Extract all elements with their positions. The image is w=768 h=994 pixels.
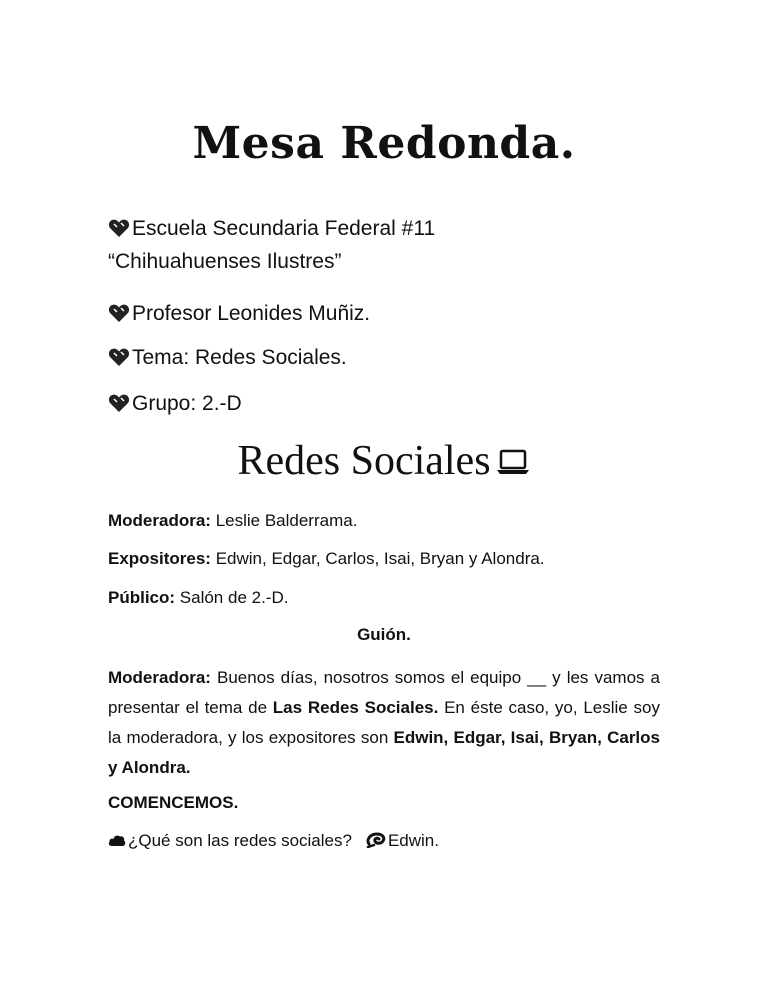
info-school-motto: “Chihuahuenses Ilustres”: [108, 250, 342, 273]
heart-icon: [108, 218, 130, 238]
role-expositores-value: Edwin, Edgar, Carlos, Isai, Bryan y Alondra.: [210, 549, 545, 568]
cloud-icon: [108, 833, 126, 847]
question-text: ¿Qué son las redes sociales?: [128, 831, 352, 850]
role-expositores: [108, 548, 545, 570]
page-title: Mesa Redonda.: [192, 118, 576, 169]
role-publico: [108, 587, 288, 609]
info-topic-text: Tema: Redes Sociales.: [132, 346, 347, 369]
script-text-1: Buenos días, nosotros somos el equipo __ y les vamos a presentar el tema de: [108, 668, 660, 717]
script-paragraph: [108, 663, 660, 783]
info-group-text: Grupo: 2.-D: [132, 392, 242, 415]
info-teacher-text: Profesor Leonides Muñiz.: [132, 302, 371, 325]
question-speaker: Edwin.: [387, 831, 439, 850]
info-school: [108, 216, 435, 242]
info-school-name: Escuela Secundaria Federal #11: [132, 217, 436, 240]
role-publico-label: Público:: [108, 588, 176, 607]
comencemos-heading: COMENCEMOS.: [108, 793, 239, 812]
question-line: [108, 830, 439, 852]
heart-icon: [108, 393, 130, 413]
section-title-text: Redes Sociales: [237, 438, 491, 484]
info-topic: [108, 345, 347, 371]
heart-icon: [108, 303, 130, 323]
role-moderadora: [108, 510, 357, 532]
section-title: [0, 437, 768, 485]
script-bold-2: Edwin, Edgar, Isai, Bryan, Carlos y Alondra.: [108, 728, 660, 777]
role-publico-value: Salón de 2.-D.: [175, 588, 289, 607]
cyclone-icon: [366, 832, 386, 848]
role-moderadora-value: Leslie Balderrama.: [210, 511, 358, 530]
info-group: [108, 391, 242, 417]
role-expositores-label: Expositores:: [108, 549, 211, 568]
guion-heading: Guión.: [357, 625, 411, 644]
script-label: Moderadora:: [108, 668, 211, 687]
script-text-2: En éste caso, yo, Leslie soy la moderadora, y los expositores son: [108, 698, 660, 747]
script-bold-1: Las Redes Sociales.: [272, 698, 439, 717]
role-moderadora-label: Moderadora:: [108, 511, 211, 530]
laptop-icon: [495, 446, 531, 476]
info-teacher: [108, 301, 370, 327]
heart-icon: [108, 347, 130, 367]
